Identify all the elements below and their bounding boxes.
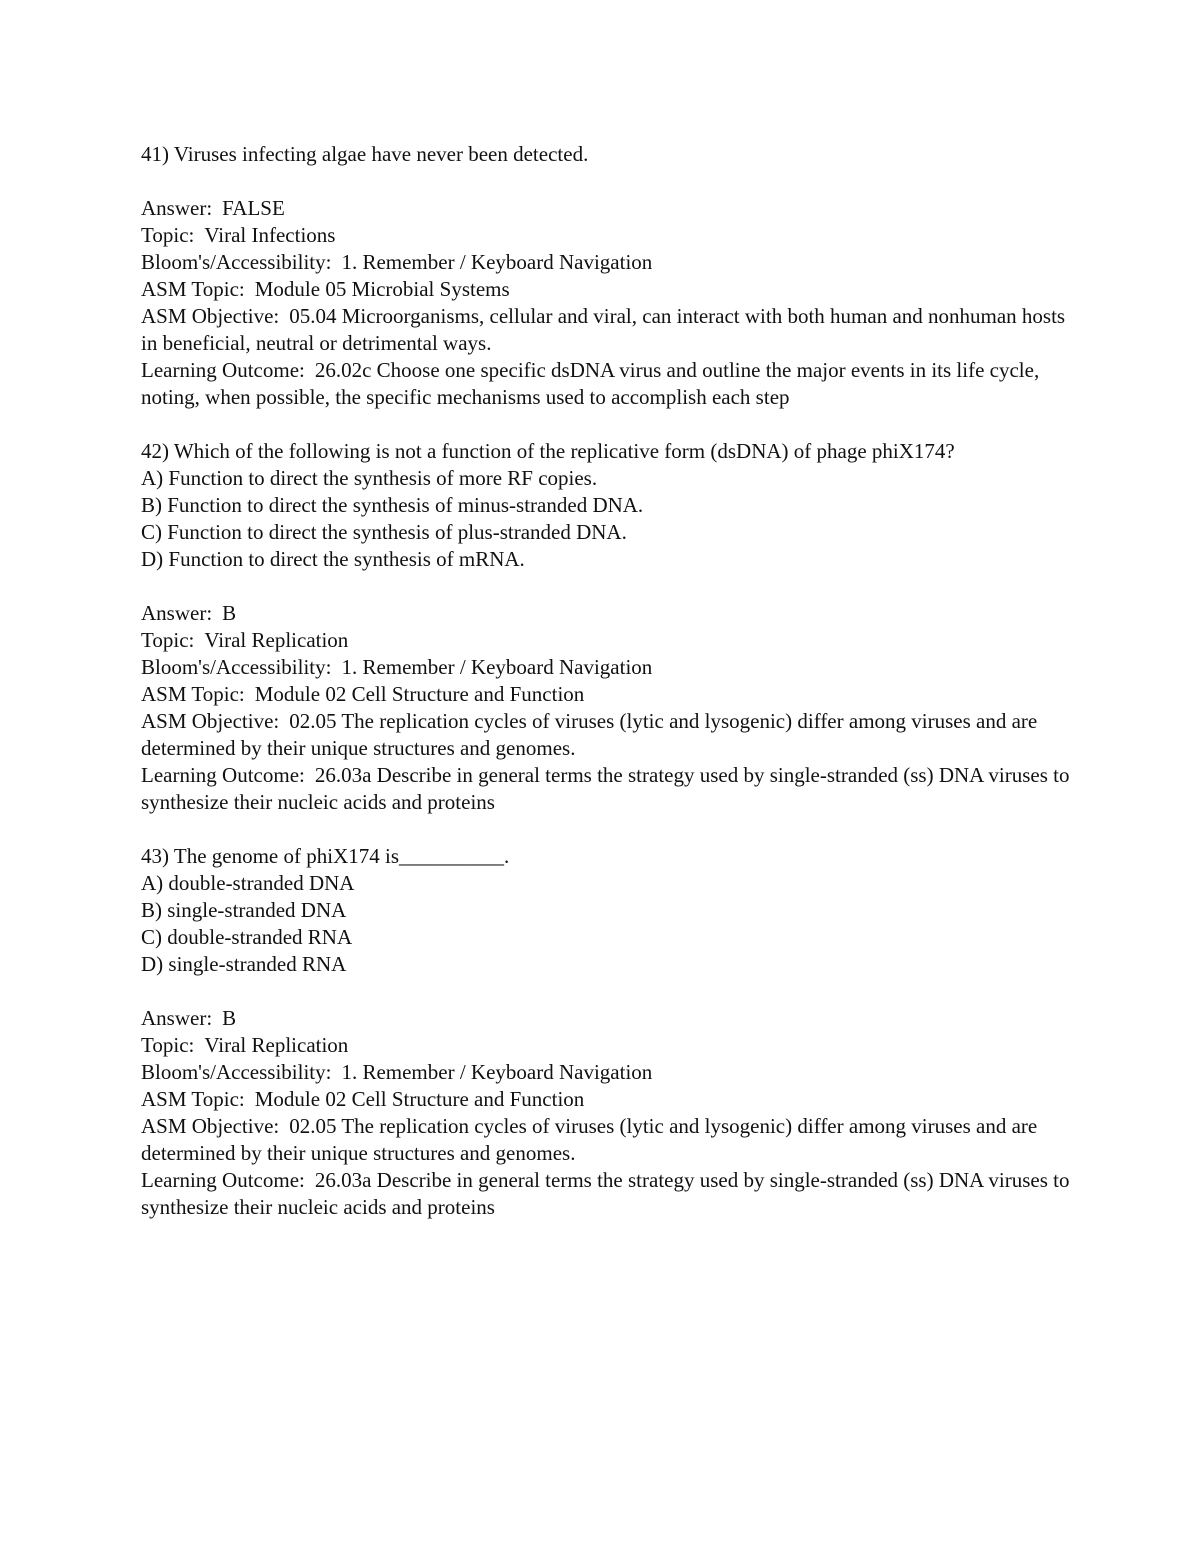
asm-topic-label: ASM Topic: — [141, 277, 245, 301]
learning-outcome-value: 26.02c Choose one specific dsDNA virus and outline the major events in its life cycle, noting, when possible, the specific mechanisms used to accomplish each step — [141, 358, 1040, 409]
question-stem: 41) Viruses infecting algae have never been detected. — [141, 142, 589, 166]
learning-outcome-line — [141, 1167, 1071, 1221]
asm-topic-value: Module 02 Cell Structure and Function — [254, 1087, 585, 1111]
bloom-line — [141, 654, 1071, 681]
answer-line — [141, 600, 1071, 627]
asm-objective-value: 02.05 The replication cycles of viruses (lytic and lysogenic) differ among viruses and are determined by their unique structures and genomes. — [141, 1114, 1038, 1165]
bloom-label: Bloom's/Accessibility: — [141, 1060, 332, 1084]
bloom-value: 1. Remember / Keyboard Navigation — [341, 250, 653, 274]
topic-value: Viral Infections — [204, 223, 336, 247]
asm-objective-line — [141, 1113, 1071, 1167]
asm-topic-value: Module 02 Cell Structure and Function — [254, 682, 585, 706]
topic-label: Topic: — [141, 223, 195, 247]
answer-value: B — [222, 1006, 237, 1030]
answer-label: Answer: — [141, 601, 213, 625]
bloom-label: Bloom's/Accessibility: — [141, 250, 332, 274]
asm-topic-line — [141, 276, 1071, 303]
topic-value: Viral Replication — [204, 1033, 349, 1057]
asm-objective-label: ASM Objective: — [141, 1114, 280, 1138]
asm-objective-label: ASM Objective: — [141, 709, 280, 733]
option-d: D) Function to direct the synthesis of mRNA. — [141, 547, 525, 571]
asm-topic-line — [141, 1086, 1071, 1113]
answer-line — [141, 195, 1071, 222]
question-42 — [141, 438, 1071, 816]
learning-outcome-line — [141, 762, 1071, 816]
answer-label: Answer: — [141, 1006, 213, 1030]
learning-outcome-label: Learning Outcome: — [141, 1168, 305, 1192]
topic-line — [141, 627, 1071, 654]
topic-label: Topic: — [141, 628, 195, 652]
asm-objective-label: ASM Objective: — [141, 304, 280, 328]
question-41 — [141, 141, 1071, 411]
option-a: A) Function to direct the synthesis of more RF copies. — [141, 466, 598, 490]
topic-line — [141, 1032, 1071, 1059]
asm-topic-label: ASM Topic: — [141, 1087, 245, 1111]
bloom-label: Bloom's/Accessibility: — [141, 655, 332, 679]
bloom-value: 1. Remember / Keyboard Navigation — [341, 1060, 653, 1084]
question-stem: 42) Which of the following is not a function of the replicative form (dsDNA) of phage phiX174? — [141, 439, 955, 463]
asm-objective-line — [141, 708, 1071, 762]
document-page — [141, 141, 1071, 1221]
topic-line — [141, 222, 1071, 249]
question-43 — [141, 843, 1071, 1221]
asm-topic-value: Module 05 Microbial Systems — [254, 277, 510, 301]
learning-outcome-value: 26.03a Describe in general terms the strategy used by single-stranded (ss) DNA viruses to synthesize their nucleic acids and proteins — [141, 763, 1070, 814]
bloom-line — [141, 1059, 1071, 1086]
bloom-value: 1. Remember / Keyboard Navigation — [341, 655, 653, 679]
answer-value: FALSE — [222, 196, 285, 220]
option-c: C) Function to direct the synthesis of plus-stranded DNA. — [141, 520, 627, 544]
option-a: A) double-stranded DNA — [141, 871, 355, 895]
asm-topic-label: ASM Topic: — [141, 682, 245, 706]
asm-objective-line — [141, 303, 1071, 357]
option-b: B) single-stranded DNA — [141, 898, 347, 922]
answer-label: Answer: — [141, 196, 213, 220]
topic-value: Viral Replication — [204, 628, 349, 652]
option-d: D) single-stranded RNA — [141, 952, 347, 976]
learning-outcome-label: Learning Outcome: — [141, 358, 305, 382]
asm-objective-value: 05.04 Microorganisms, cellular and viral, can interact with both human and nonhuman hosts in beneficial, neutral or detrimental ways. — [141, 304, 1066, 355]
option-b: B) Function to direct the synthesis of minus-stranded DNA. — [141, 493, 644, 517]
asm-topic-line — [141, 681, 1071, 708]
learning-outcome-value: 26.03a Describe in general terms the strategy used by single-stranded (ss) DNA viruses to synthesize their nucleic acids and proteins — [141, 1168, 1070, 1219]
bloom-line — [141, 249, 1071, 276]
question-stem: 43) The genome of phiX174 is__________. — [141, 844, 510, 868]
answer-line — [141, 1005, 1071, 1032]
learning-outcome-label: Learning Outcome: — [141, 763, 305, 787]
answer-value: B — [222, 601, 237, 625]
topic-label: Topic: — [141, 1033, 195, 1057]
option-c: C) double-stranded RNA — [141, 925, 353, 949]
asm-objective-value: 02.05 The replication cycles of viruses (lytic and lysogenic) differ among viruses and are determined by their unique structures and genomes. — [141, 709, 1038, 760]
learning-outcome-line — [141, 357, 1071, 411]
